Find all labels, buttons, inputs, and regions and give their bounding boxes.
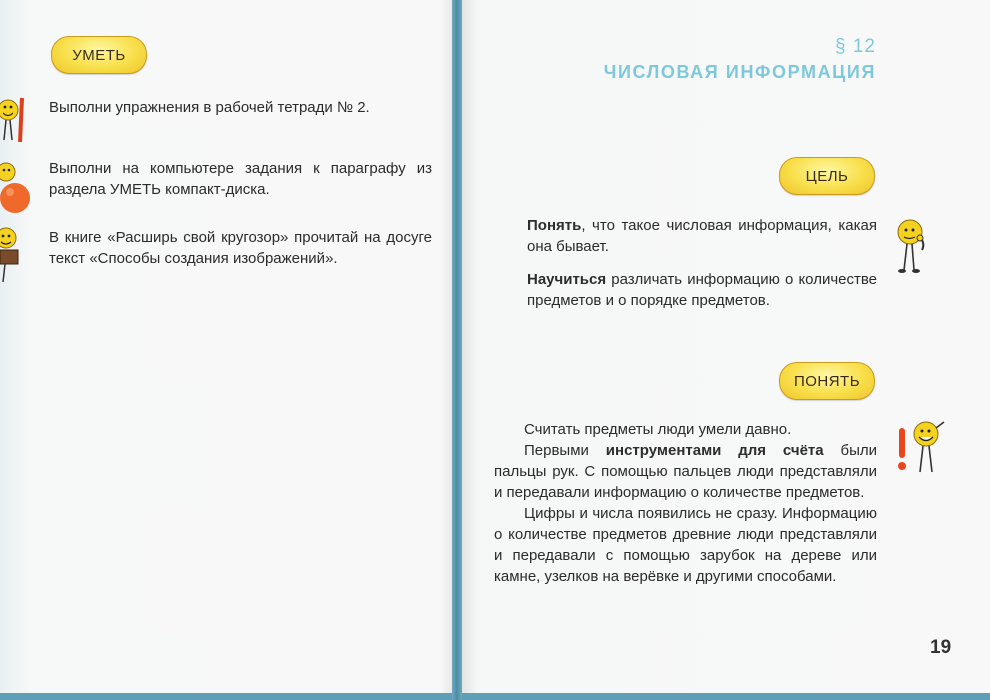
book-spine: [452, 0, 462, 700]
left-paragraph-computer: Выполни на компьютере задания к параграфу из раздела УМЕТЬ компакт-диска.: [49, 160, 432, 198]
paragraph-fingers-start: Первыми: [524, 442, 606, 459]
main-text: [494, 419, 877, 587]
page-number: 19: [930, 637, 952, 658]
right-page: [462, 0, 990, 693]
smiley-book-icon: [0, 224, 24, 284]
goal-learn-text: различать информацию о количестве предметов и о порядке предметов.: [527, 271, 877, 309]
smiley-ball-icon: [0, 160, 34, 216]
goal-learn-bold: Научиться: [527, 271, 607, 288]
paragraph-counting: Считать предметы люди умели давно.: [524, 421, 792, 438]
smiley-thinking-icon: [892, 216, 936, 274]
goal-badge: ЦЕЛЬ: [779, 157, 875, 195]
left-paragraph-workbook: Выполни упражнения в рабочей тетради № 2.: [49, 99, 370, 116]
left-paragraph-book: В книге «Расширь свой кругозор» прочитай на досуге текст «Способы создания изображений».: [49, 229, 432, 267]
paragraph-fingers: [494, 440, 877, 503]
smiley-pencil-icon: [0, 92, 28, 148]
paragraph-fingers-end: были пальцы рук. С помощью пальцев люди представляли и передавали информацию о количестве предметов.: [494, 442, 878, 501]
understand-badge: ПОНЯТЬ: [779, 362, 875, 400]
goal-understand-text: , что такое числовая информация, какая она бывает.: [527, 217, 877, 255]
paragraph-fingers-bold: инструментами для счёта: [605, 442, 824, 459]
section-title: ЧИСЛОВАЯ ИНФОРМАЦИЯ: [603, 62, 876, 82]
left-page: [0, 0, 452, 693]
goal-understand-bold: Понять: [527, 217, 582, 234]
goal-understand: [527, 215, 877, 257]
smiley-exclamation-icon: [896, 420, 948, 476]
section-number: § 12: [835, 36, 876, 57]
goal-learn: [527, 269, 877, 311]
umet-badge: УМЕТЬ: [51, 36, 147, 74]
paragraph-digits: Цифры и числа появились не сразу. Информацию о количестве предметов древние люди представляли и передавали с помощью зарубок на дереве или камне, узелков на верёвке и другими способами.: [494, 505, 877, 585]
